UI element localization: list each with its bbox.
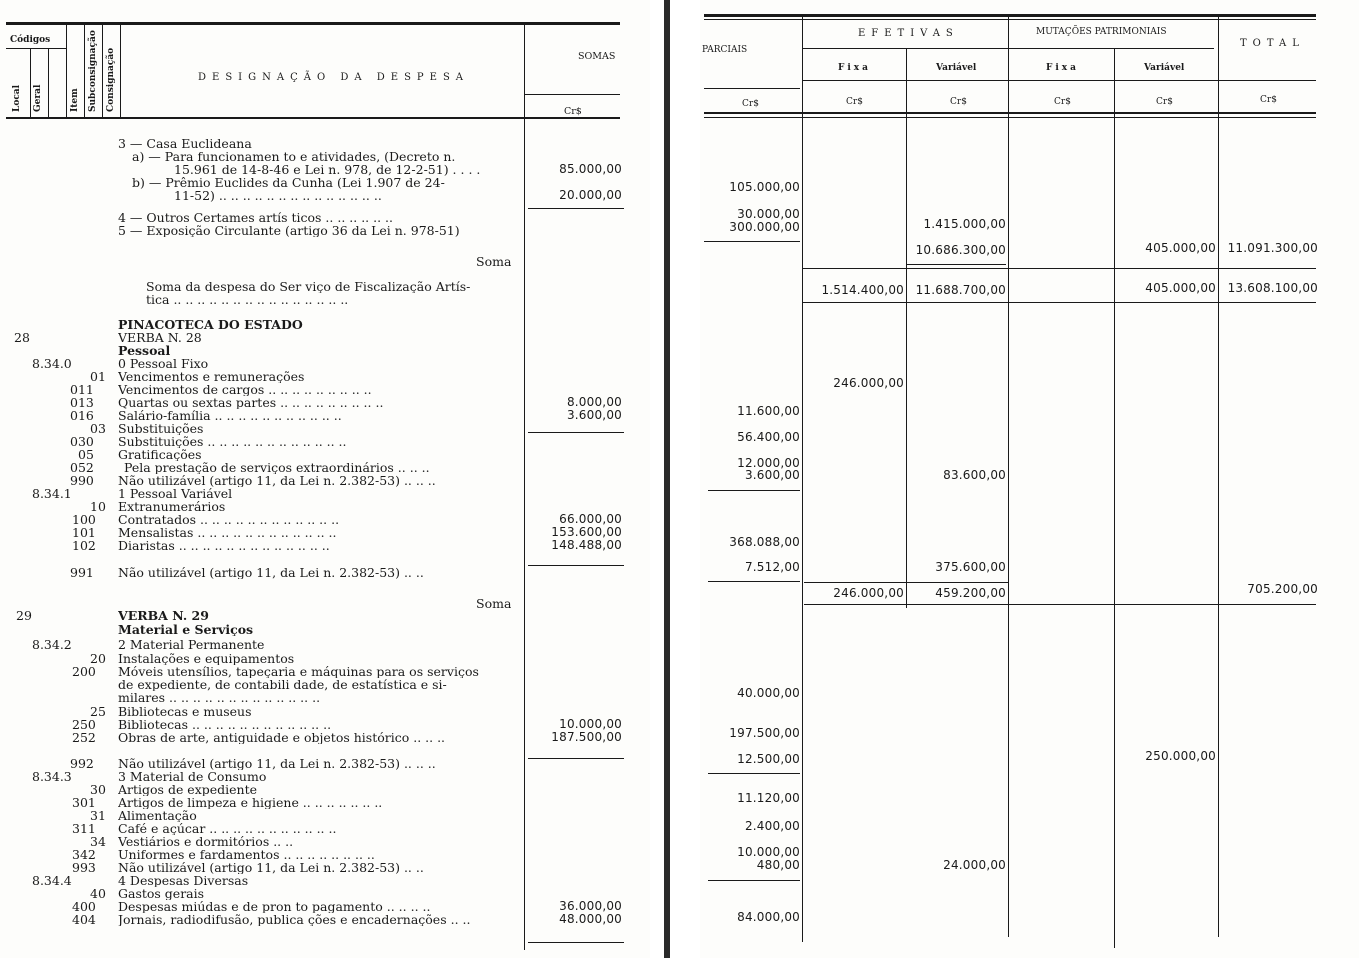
geral-label: Geral [33,84,43,112]
amount-parciais: 10.000,00 [737,845,800,859]
row-description: Uniformes e fardamentos .. .. .. .. .. .. .. .. [118,848,375,861]
row-description: Mensalistas .. .. .. .. .. .. .. .. .. .. .. .. [118,526,337,539]
amount-efet-fixa: 246.000,00 [833,586,904,600]
header-top-rule [704,14,1316,17]
header-bottom-rule-2 [704,117,1316,118]
total-label: TOTAL [1240,38,1305,49]
subtotal-rule [528,942,624,943]
row-description: Móveis utensílios, tapeçaria e máquinas para os serviços [118,665,479,678]
subtotal-rule [708,880,800,881]
item-label: Item [70,88,80,112]
row-description: Gastos gerais [118,887,205,900]
row-description: Alimentação [118,809,197,822]
row-description: 4 Despesas Diversas [118,874,249,887]
row-amount: 85.000,00 [559,162,622,176]
subtotal-rule [708,490,800,491]
row-code: 342 [72,847,96,862]
row-code: 013 [70,395,94,410]
parciais-currency: Cr$ [742,99,759,109]
amount-total: 11.091.300,00 [1227,241,1318,255]
amount-efet-fixa: 1.514.400,00 [821,283,904,297]
amount-parciais: 11.600,00 [737,404,800,418]
row-description: Quartas ou sextas partes .. .. .. .. .. .. .. .. .. [118,396,384,409]
row-description: PINACOTECA DO ESTADO [118,318,303,331]
row-code: 030 [70,434,94,449]
amount-efet-var: 10.686.300,00 [915,243,1006,257]
row-code: 10 [90,499,106,514]
row-code: 28 [14,330,30,345]
header-bottom-rule [704,112,1316,114]
row-description: Pessoal [118,344,171,357]
row-description: 2 Material Permanente [118,638,265,651]
efetivas-label: EFETIVAS [858,28,959,39]
row-code: 05 [78,447,94,462]
row-description: b) — Prêmio Euclides da Cunha (Lei 1.907 de 24- [132,176,445,189]
row-code: 200 [72,664,96,679]
somas-divider [524,25,525,950]
efetivas-variavel-label: Variável [936,63,977,73]
right-page [700,0,1359,958]
consignacao-label: Consignação [106,47,116,112]
subtotal-rule [528,565,624,566]
total-currency: Cr$ [1260,95,1277,105]
somas-label: SOMAS [578,51,616,62]
row-amount: 153.600,00 [551,525,622,539]
amount-parciais: 300.000,00 [729,220,800,234]
subtotal-rule [528,432,624,433]
row-code: 311 [72,821,96,836]
col-divider [102,25,103,118]
row-code: 992 [70,756,94,771]
amount-parciais: 2.400,00 [744,819,800,833]
designacao-label: DESIGNAÇÃO DA DESPESA [198,72,470,83]
row-amount: 20.000,00 [559,188,622,202]
codigos-rule [6,48,66,49]
row-amount: 187.500,00 [551,730,622,744]
row-amount: 36.000,00 [559,899,622,913]
mut-var-currency: Cr$ [1156,97,1173,107]
row-description: Não utilizável (artigo 11, da Lei n. 2.382-53) .. .. .. [118,757,436,770]
row-description: Material e Serviços [118,623,254,636]
row-description: Não utilizável (artigo 11, da Lei n. 2.382-53) .. .. [118,566,424,579]
row-description: Bibliotecas e museus [118,705,252,718]
amount-parciais: 480,00 [756,858,800,872]
row-code: 8.34.3 [32,769,72,784]
row-description: 4 — Outros Certames artís ticos .. .. .. .. .. .. [118,211,393,224]
row-description: VERBA N. 29 [118,609,209,622]
subtotal-rule [906,264,1006,265]
efet-var-currency: Cr$ [950,97,967,107]
header-top-rule-2 [704,19,1316,20]
row-code: 400 [72,899,96,914]
row-code: 252 [72,730,96,745]
mutacoes-variavel-label: Variável [1144,63,1185,73]
amount-parciais: 30.000,00 [737,207,800,221]
efetivas-fixa-label: Fixa [838,63,872,73]
subconsignacao-label: Subconsignação [88,30,98,112]
row-code: 8.34.1 [32,486,72,501]
amount-parciais: 84.000,00 [737,910,800,924]
col-divider [906,48,907,608]
row-code: 991 [70,565,94,580]
amount-parciais: 3.600,00 [744,468,800,482]
row-description: VERBA N. 28 [118,331,202,344]
row-description: Despesas miúdas e de pron to pagamento .. .. .. .. [118,900,431,913]
row-code: 03 [90,421,106,436]
row-description: 3 — Casa Euclideana [118,137,252,150]
row-code: 993 [72,860,96,875]
amount-mut-var: 405.000,00 [1145,281,1216,295]
row-code: 31 [90,808,106,823]
subtotal-rule [708,773,800,774]
row-description: Substituições .. .. .. .. .. .. .. .. .. .. .. .. [118,435,347,448]
row-code: 101 [72,525,96,540]
row-description: Instalações e equipamentos [118,652,295,665]
left-page [0,0,650,958]
row-description: Diaristas .. .. .. .. .. .. .. .. .. .. .. .. .. [118,539,330,552]
amount-parciais: 11.120,00 [737,791,800,805]
somas-rule [524,94,620,95]
row-code: 20 [90,651,106,666]
row-description: Soma da despesa do Ser viço de Fiscalização Artís- [146,280,471,293]
row-description: Extranumerários [118,500,226,513]
row-description: 11-52) .. .. .. .. .. .. .. .. .. .. .. .. .. .. [174,189,382,202]
col-divider [1114,48,1115,948]
row-description: Vestiários e dormitórios .. .. [118,835,294,848]
row-code: 01 [90,369,106,384]
row-description: Gratificações [118,448,202,461]
amount-mut-var: 405.000,00 [1145,241,1216,255]
row-description: Obras de arte, antiguidade e objetos histórico .. .. .. [118,731,446,744]
row-description: 5 — Exposição Circulante (artigo 36 da Lei n. 978-51) [118,224,460,237]
row-code: 30 [90,782,106,797]
row-amount: 48.000,00 [559,912,622,926]
row-code: 250 [72,717,96,732]
amount-total: 13.608.100,00 [1227,281,1318,295]
amount-parciais: 368.088,00 [729,535,800,549]
row-amount: 8.000,00 [566,395,622,409]
row-code: 102 [72,538,96,553]
row-description: milares .. .. .. .. .. .. .. .. .. .. .. .. .. [118,691,321,704]
row-description: 3 Material de Consumo [118,770,267,783]
somas-currency: Cr$ [564,106,582,117]
row-amount: 10.000,00 [559,717,622,731]
row-code: 8.34.4 [32,873,72,888]
row-description: a) — Para funcionamen to e atividades, (Decreto n. [132,150,456,163]
header-bottom-rule [6,117,620,119]
row-description: 15.961 de 14-8-46 e Lei n. 978, de 12-2-51) . . . . [174,163,481,176]
amount-efet-var: 459.200,00 [935,586,1006,600]
subtotal-rule [802,302,1316,303]
col-divider [84,25,85,118]
subtotal-rule [704,241,800,242]
col-divider [802,17,803,942]
row-description: Soma [476,597,512,610]
row-code: 301 [72,795,96,810]
row-code: 34 [90,834,106,849]
row-code: 990 [70,473,94,488]
row-description: Vencimentos de cargos .. .. .. .. .. .. .. .. .. [118,383,372,396]
row-description: de expediente, de contabili dade, de estatística e si- [118,678,447,691]
amount-parciais: 56.400,00 [737,430,800,444]
row-description: Contratados .. .. .. .. .. .. .. .. .. .. .. .. [118,513,340,526]
mutacoes-label: MUTAÇÕES PATRIMONIAIS [1036,27,1167,37]
amount-mut-var: 250.000,00 [1145,749,1216,763]
row-amount: 3.600,00 [566,408,622,422]
row-amount: 66.000,00 [559,512,622,526]
row-description: 1 Pessoal Variável [118,487,233,500]
col-divider [30,48,31,118]
amount-parciais: 12.000,00 [737,456,800,470]
subtotal-rule [804,582,1008,583]
row-code: 29 [16,608,32,623]
row-description: tica .. .. .. .. .. .. .. .. .. .. .. .. .. .. .. [146,293,349,306]
row-code: 8.34.0 [32,356,72,371]
efet-fixa-currency: Cr$ [846,97,863,107]
row-description: Artigos de limpeza e higiene .. .. .. .. .. .. .. [118,796,383,809]
col-divider [48,48,49,118]
row-description: Soma [476,255,512,268]
subtotal-rule [528,208,624,209]
row-description: Artigos de expediente [118,783,258,796]
row-description: Café e açúcar .. .. .. .. .. .. .. .. .. .. .. [118,822,337,835]
subtotal-rule [802,268,1316,269]
amount-parciais: 197.500,00 [729,726,800,740]
amount-efet-var: 11.688.700,00 [915,283,1006,297]
col-divider [66,25,67,118]
amount-parciais: 105.000,00 [729,180,800,194]
subtotal-rule [708,581,800,582]
row-code: 25 [90,704,106,719]
amount-efet-fixa: 246.000,00 [833,376,904,390]
row-code: 404 [72,912,96,927]
row-description: Salário-família .. .. .. .. .. .. .. .. .. .. .. [118,409,342,422]
row-code: 40 [90,886,106,901]
row-description: Não utilizável (artigo 11, da Lei n. 2.382-53) .. .. [118,861,424,874]
parciais-label: PARCIAIS [702,45,748,55]
book-gutter [650,0,700,958]
row-description: Substituições [118,422,204,435]
row-code: 011 [70,382,94,397]
codigos-label: Códigos [10,35,51,45]
subtotal-rule [804,604,1316,605]
amount-efet-var: 1.415.000,00 [923,217,1006,231]
amount-efet-var: 375.600,00 [935,560,1006,574]
col-divider [1008,17,1009,937]
row-code: 8.34.2 [32,637,72,652]
amount-parciais: 12.500,00 [737,752,800,766]
amount-parciais: 7.512,00 [744,560,800,574]
col-divider [1218,17,1219,937]
local-label: Local [12,84,22,112]
row-code: 016 [70,408,94,423]
amount-parciais: 40.000,00 [737,686,800,700]
col-divider [120,25,121,118]
row-description: Jornais, radiodifusão, publica ções e encadernações .. .. [118,913,471,926]
mut-fixa-currency: Cr$ [1054,97,1071,107]
row-description: Bibliotecas .. .. .. .. .. .. .. .. .. .. .. .. [118,718,332,731]
row-description: Vencimentos e remunerações [118,370,305,383]
row-description: Pela prestação de serviços extraordinários .. .. .. [124,461,430,474]
parciais-rule [704,88,800,89]
row-amount: 148.488,00 [551,538,622,552]
sub-rule [802,80,1316,81]
mutacoes-fixa-label: Fixa [1046,63,1080,73]
row-description: Não utilizável (artigo 11, da Lei n. 2.382-53) .. .. .. [118,474,436,487]
header-top-rule [6,22,620,25]
amount-efet-var: 24.000,00 [943,858,1006,872]
amount-total: 705.200,00 [1247,582,1318,596]
row-code: 100 [72,512,96,527]
amount-efet-var: 83.600,00 [943,468,1006,482]
subtotal-rule [528,758,624,759]
row-code: 052 [70,460,94,475]
row-description: 0 Pessoal Fixo [118,357,209,370]
